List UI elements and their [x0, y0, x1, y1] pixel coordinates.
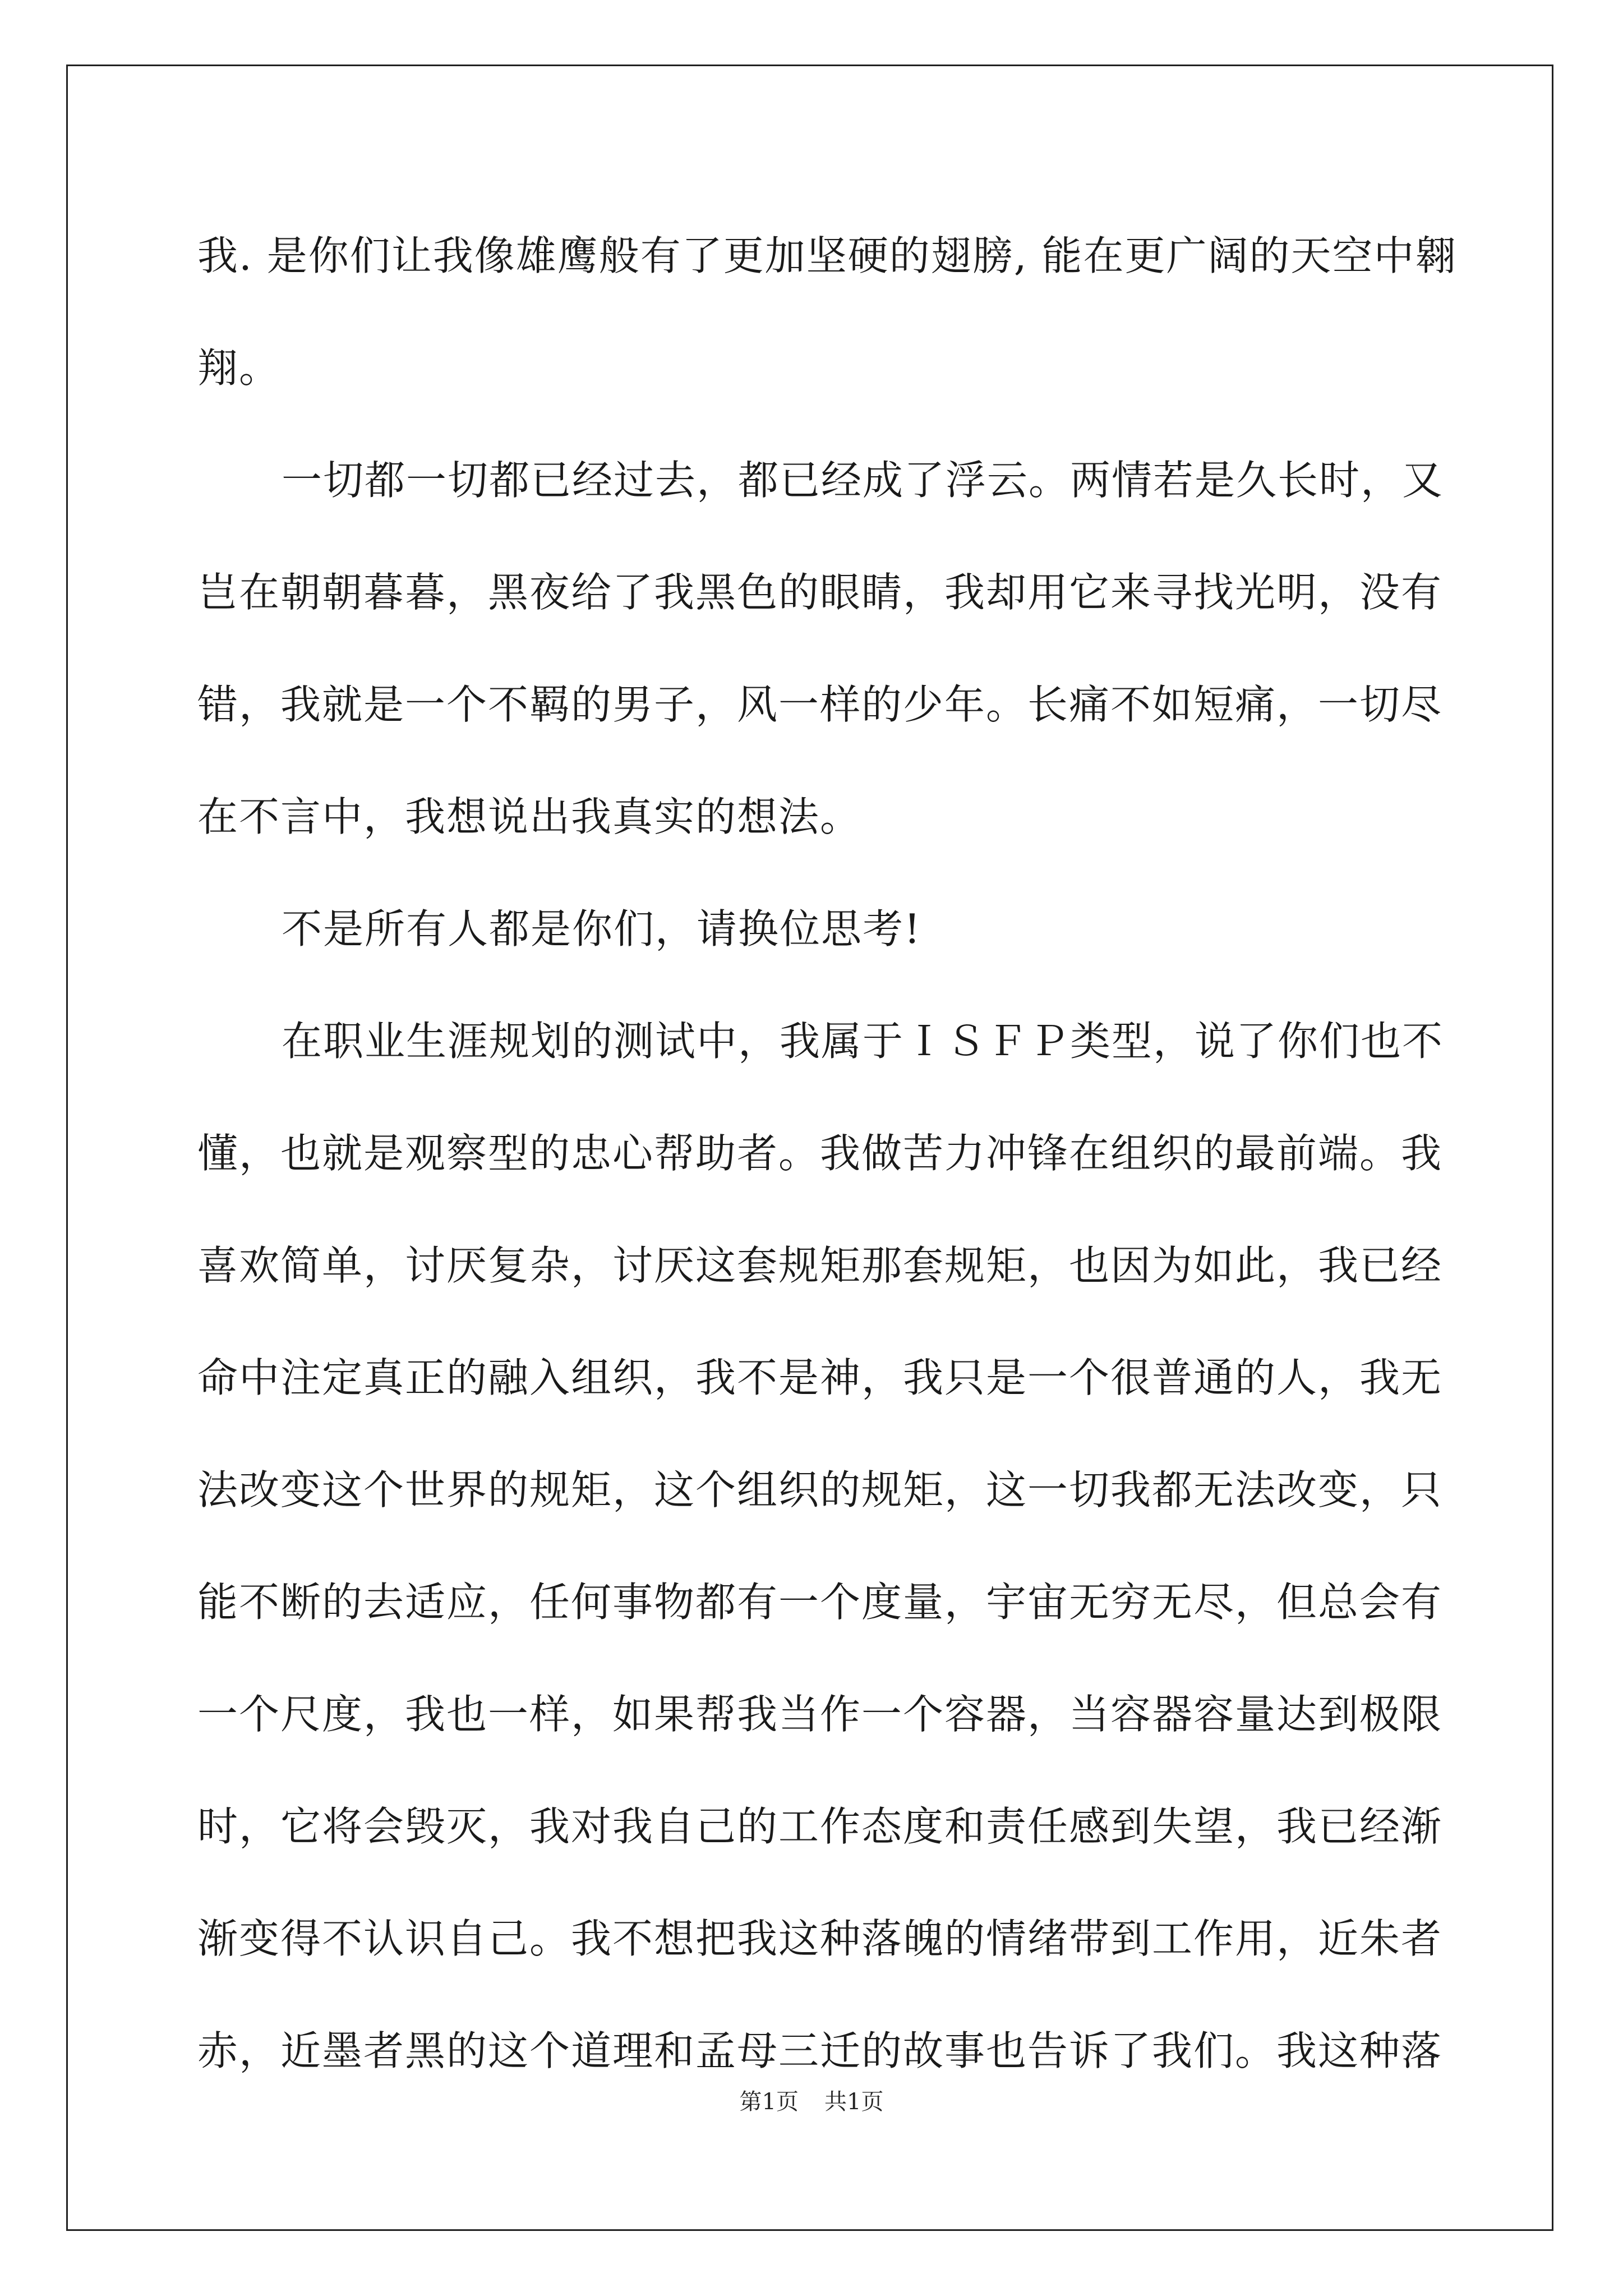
page-number-current: 第1页	[739, 2089, 799, 2115]
text-line: 法改变这个世界的规矩，这个组织的规矩，这一切我都无法改变，只	[197, 1466, 1443, 1513]
text-line: 岂在朝朝暮暮，黑夜给了我黑色的眼睛，我却用它来寻找光明，没有	[197, 569, 1443, 616]
page-number-total: 共1页	[824, 2089, 884, 2115]
document-body	[197, 200, 1457, 2107]
text-line: 能不断的去适应，任何事物都有一个度量，宇宙无穷无尽，但总会有	[197, 1579, 1443, 1626]
text-line: 一切都一切都已经过去，都已经成了浮云。两情若是久长时，又	[282, 457, 1444, 504]
text-line: 翔。	[197, 344, 281, 392]
text-line: 懂，也就是观察型的忠心帮助者。我做苦力冲锋在组织的最前端。我	[197, 1130, 1443, 1177]
text-line: 命中注定真正的融入组织，我不是神，我只是一个很普通的人，我无	[197, 1354, 1443, 1401]
text-line: 赤，近墨者黑的这个道理和孟母三迁的故事也告诉了我们。我这种落	[197, 2027, 1443, 2074]
text-line: 喜欢简单，讨厌复杂，讨厌这套规矩那套规矩，也因为如此，我已经	[197, 1242, 1443, 1289]
text-line: 一个尺度，我也一样，如果帮我当作一个容器，当容器容量达到极限	[197, 1691, 1443, 1738]
text-line: 在职业生涯规划的测试中，我属于ＩＳＦＰ类型，说了你们也不	[282, 1018, 1444, 1065]
text-line: 渐变得不认识自己。我不想把我这种落魄的情绪带到工作用，近朱者	[197, 1915, 1443, 1962]
page-footer	[0, 2084, 1623, 2116]
text-line: 不是所有人都是你们，请换位思考!	[282, 905, 921, 953]
text-line: 错，我就是一个不羁的男子，风一样的少年。长痛不如短痛，一切尽	[197, 681, 1443, 728]
text-line: 时，它将会毁灭，我对我自己的工作态度和责任感到失望，我已经渐	[197, 1803, 1443, 1850]
text-line: 我. 是你们让我像雄鹰般有了更加坚硬的翅膀, 能在更广阔的天空中翱	[197, 232, 1457, 279]
text-line: 在不言中，我想说出我真实的想法。	[197, 793, 862, 840]
